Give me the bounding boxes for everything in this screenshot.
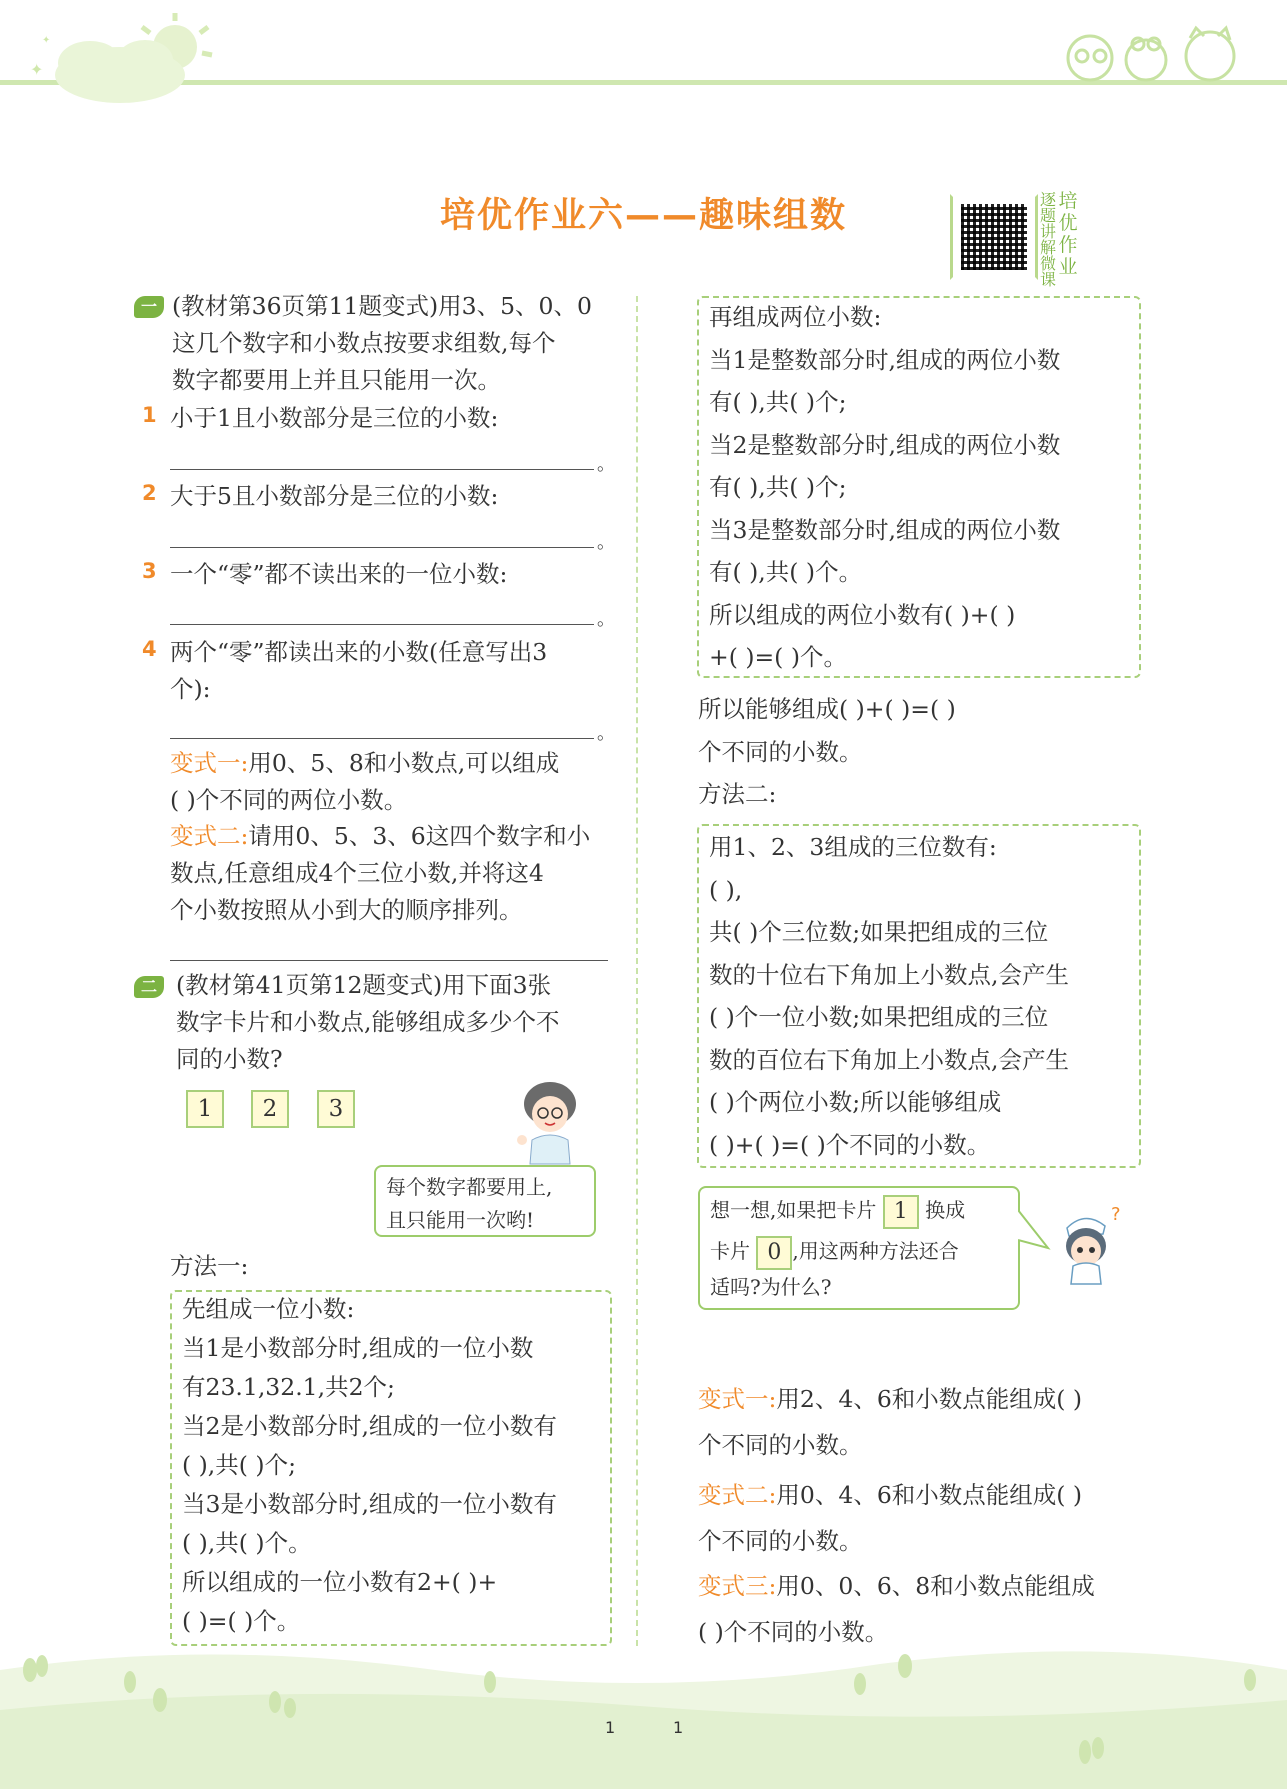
item-text: 小于1且小数部分是三位的小数:	[170, 404, 499, 432]
item-text: 一个“零”都不读出来的一位小数:	[170, 560, 508, 588]
section1-intro: (教材第36页第11题变式)用3、5、0、0 这几个数字和小数点按要求组数,每个 数字都要用上并且只能用一次。	[172, 292, 592, 394]
answer-line[interactable]	[170, 547, 594, 548]
section-badge-1: 一	[134, 296, 164, 318]
speech-bubble: 每个数字都要用上, 且只能用一次哟!	[374, 1165, 596, 1237]
answer-line[interactable]	[170, 738, 594, 739]
variant-r3: 变式三:用0、0、6、8和小数点能组成 ( )个不同的小数。	[698, 1572, 1095, 1646]
method1-content: 先组成一位小数: 当1是小数部分时,组成的一位小数 有23.1,32.1,共2个; 当2是小数部分时,组成的一位小数有 ( ),共( )个; 当3是小数部分时,组成的一位小数有 ( ),共( )个。 所以组成的一位小数有2+( )+ ( )=( )个。	[182, 1295, 557, 1635]
page-number-left: 1	[605, 1718, 616, 1737]
variant-r2: 变式二:用0、4、6和小数点能组成( ) 个不同的小数。	[698, 1481, 1083, 1555]
method2-content: 用1、2、3组成的三位数有: ( ), 共( )个三位数;如果把组成的三位 数的十位右下角加上小数点,会产生 ( )个一位小数;如果把组成的三位 数的百位右下角加上小数点,会产生 ( )个两位小数;所以能够组成 ( )+( )=( )个不同的小数。	[709, 833, 1069, 1159]
number-card: 1	[186, 1090, 224, 1128]
period: 。	[597, 723, 615, 744]
item-text: 两个“零”都读出来的小数(任意写出3 个):	[170, 638, 548, 703]
svg-text:✦: ✦	[30, 60, 44, 79]
number-card: 3	[317, 1090, 355, 1128]
bubble-tail	[1018, 1200, 1058, 1260]
card-one: 1	[883, 1195, 919, 1229]
page-title: 培优作业六——趣味组数	[439, 196, 847, 236]
item-number: 3	[142, 559, 157, 583]
section2-intro: (教材第41页第12题变式)用下面3张 数字卡片和小数点,能够组成多少个不 同的小数?	[176, 971, 560, 1073]
method2-label: 方法二:	[698, 780, 777, 808]
variant-2: 变式二:请用0、5、3、6这四个数字和小 数点,任意组成4个三位小数,并将这4 个小数按照从小到大的顺序排列。	[170, 822, 591, 924]
answer-line[interactable]	[170, 624, 594, 625]
period: 。	[597, 532, 615, 553]
period: 。	[597, 609, 615, 630]
section-badge-2: 二	[134, 976, 164, 998]
svg-text:✦: ✦	[42, 35, 51, 46]
footer-hills	[0, 1640, 1287, 1789]
cartoon-animals-icon	[1058, 20, 1258, 85]
teacher-cartoon-icon	[510, 1078, 590, 1168]
card-zero: 0	[756, 1236, 792, 1270]
item-number: 2	[142, 481, 157, 505]
svg-text:?: ?	[1111, 1206, 1121, 1225]
answer-line[interactable]	[170, 960, 608, 961]
qr-caption-col1: 逐 题 讲 解 微 课	[1039, 190, 1056, 289]
qr-caption-col2: 培 优 作 业	[1058, 190, 1078, 278]
period: 。	[597, 454, 615, 475]
nurse-cartoon-icon	[1055, 1206, 1130, 1286]
variant-r1: 变式一:用2、4、6和小数点能组成( ) 个不同的小数。	[698, 1385, 1083, 1459]
item-number: 1	[142, 403, 157, 427]
column-divider	[636, 296, 638, 1646]
sun-cloud-icon	[20, 5, 220, 115]
method1-conclusion: 所以能够组成( )+( )=( ) 个不同的小数。	[698, 695, 956, 766]
variant-1: 变式一:用0、5、8和小数点,可以组成 ( )个不同的两位小数。	[170, 749, 560, 814]
qr-code-icon[interactable]	[961, 204, 1027, 270]
think-bubble: 想一想,如果把卡片 1 换成 卡片 0 ,用这两种方法还合 适吗?为什么?	[698, 1186, 1020, 1310]
item-text: 大于5且小数部分是三位的小数:	[170, 482, 499, 510]
answer-line[interactable]	[170, 469, 594, 470]
two-decimal-content: 再组成两位小数: 当1是整数部分时,组成的两位小数 有( ),共( )个; 当2是整数部分时,组成的两位小数 有( ),共( )个; 当3是整数部分时,组成的两位小数 有( ),共( )个。 所以组成的两位小数有( )+( ) +( )=( )个。	[709, 303, 1061, 671]
method1-label: 方法一:	[170, 1252, 249, 1280]
number-card: 2	[251, 1090, 289, 1128]
item-number: 4	[142, 637, 157, 661]
page-number-right: 1	[673, 1718, 684, 1737]
